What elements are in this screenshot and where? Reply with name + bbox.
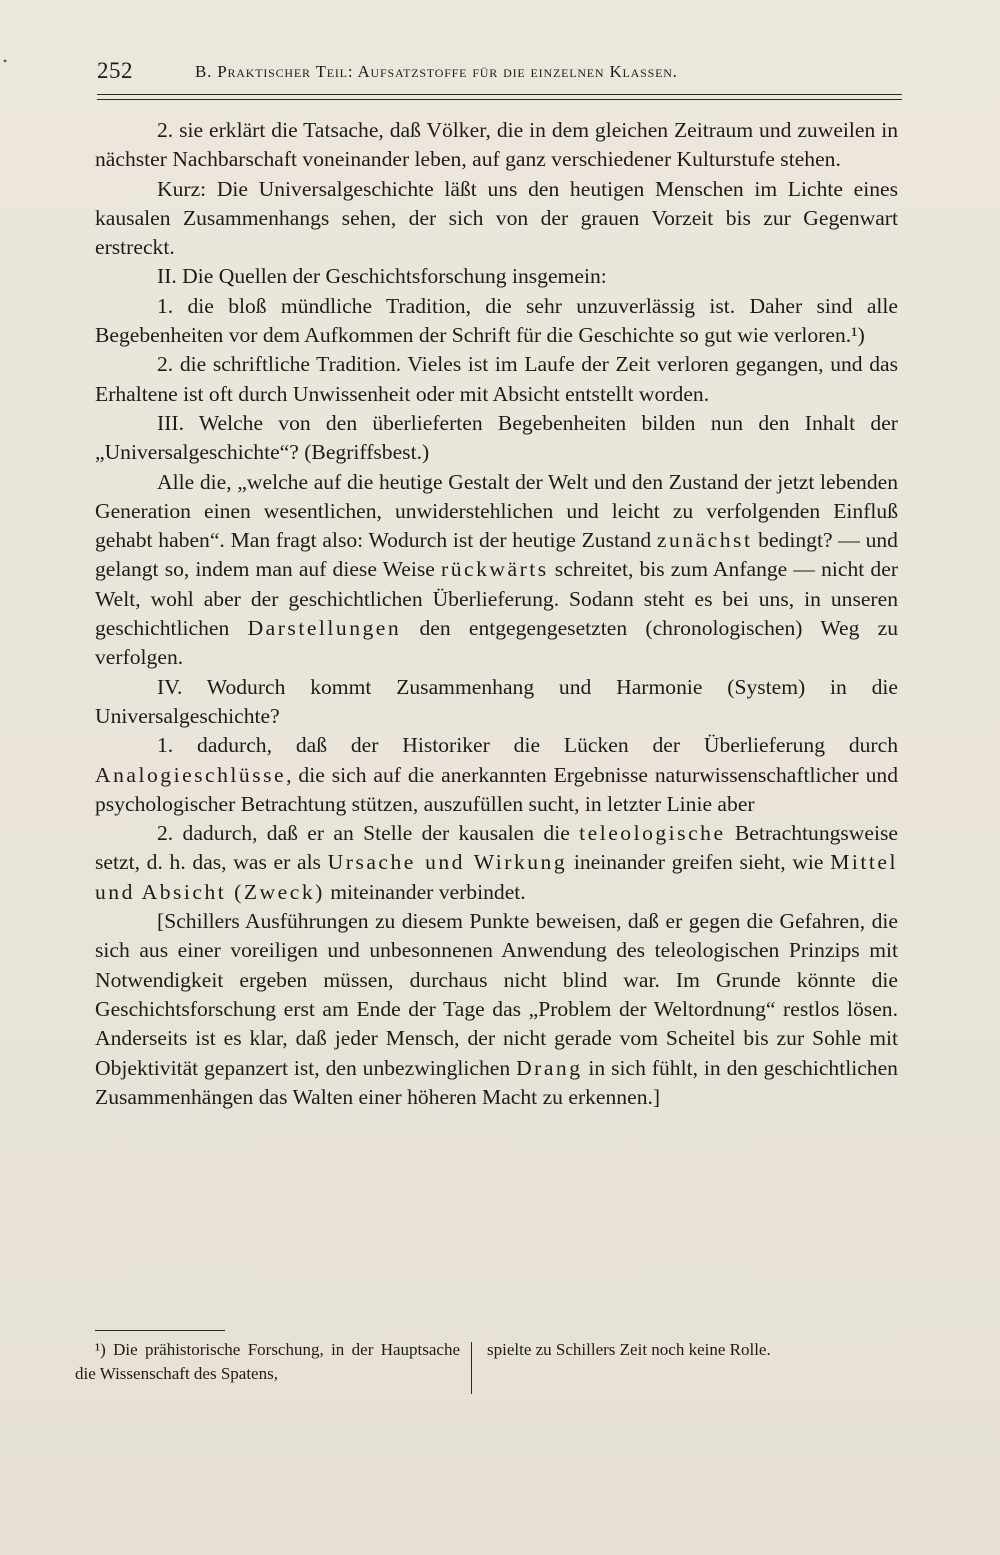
- text-run: 1. dadurch, daß der Historiker die Lücken der Überlieferung durch: [157, 733, 898, 758]
- paragraph: 2. die schriftliche Tradition. Vieles ist im Laufe der Zeit verloren gegangen, und das Erhaltene ist oft durch Unwissenheit oder mit Absicht entstellt worden.: [95, 352, 898, 406]
- margin-mark: •: [3, 54, 8, 68]
- text-run: [Schillers Ausführungen zu diesem Punkte beweisen, daß er gegen die Gefahren, die sich aus einer voreiligen und unbesonnenen Anwendung des teleologischen Prinzips mit Notwendigkeit ergeben müssen, durchaus nicht blind war. Im Grunde könnte die Geschichtsforschung erst am Ende der Tage das „Problem der Weltordnung“ restlos lösen. Anderseits ist es klar, daß jeder Mensch, der nicht gerade vom Scheitel bis zur Sohle mit Objektivität gepanzert ist, den unbezwinglichen: [95, 909, 898, 1080]
- spaced-emphasis: rückwärts: [441, 557, 549, 582]
- text-run: ineinander greifen sieht, wie: [567, 850, 831, 875]
- header-rule: [97, 94, 902, 100]
- footnote-right-column: spielte zu Schillers Zeit noch keine Rolle.: [487, 1340, 771, 1359]
- spaced-emphasis: Mittel und Absicht (Zweck): [95, 850, 898, 904]
- text-run: schreitet, bis zum Anfange — nicht der Welt, wohl aber der geschichtlichen Überlieferung. Sodann steht es bei uns, in unseren geschichtlichen: [95, 557, 899, 641]
- paragraph: [95, 468, 898, 673]
- spaced-emphasis: Analogieschlüsse: [95, 762, 287, 787]
- paragraph: IV. Wodurch kommt Zusammenhang und Harmonie (System) in die Universalgeschichte?: [95, 674, 898, 728]
- page-number: 252: [97, 58, 133, 83]
- running-head: [97, 58, 902, 90]
- paragraph: [95, 819, 898, 907]
- paragraph: [95, 731, 898, 819]
- text-run: Alle die, „welche auf die heutige Gestalt der Welt und den Zustand der jetzt lebenden Generation einen wesentlichen, unwiderstehlichen und leicht zu verfolgenden Einfluß gehabt haben“. Man fragt also: Wodurch ist der heutige Zustand: [95, 469, 898, 553]
- text-run: 2. dadurch, daß er an Stelle der kausalen die: [157, 821, 580, 846]
- text-run: Betrachtungsweise setzt, d. h. das, was er als: [95, 821, 898, 875]
- footnote-left-column: [75, 1338, 460, 1386]
- footnote-text: ¹) Die prähistorische Forschung, in der Hauptsache die Wissenschaft des Spatens,: [75, 1340, 460, 1383]
- paragraph: Kurz: Die Universalgeschichte läßt uns den heutigen Menschen im Lichte eines kausalen Zusammenhangs sehen, der sich von der grauen Vorzeit bis zur Gegenwart erstreckt.: [95, 176, 898, 260]
- paragraph: 1. die bloß mündliche Tradition, die sehr unzuverlässig ist. Daher sind alle Begebenheiten vor dem Aufkommen der Schrift für die Geschichte so gut wie verloren.¹): [95, 293, 898, 348]
- text-run: , die sich auf die anerkannten Ergebnisse naturwissenschaftlicher und psychologischer Betrachtung stützen, auszufüllen sucht, in letzter Linie aber: [95, 762, 898, 816]
- paragraph: 2. sie erklärt die Tatsache, daß Völker, die in dem gleichen Zeitraum und zuweilen in nächster Nachbarschaft voneinander leben, auf ganz verschiedener Kulturstufe stehen.: [95, 118, 898, 172]
- paragraph: III. Welche von den überlieferten Begebenheiten bilden nun den Inhalt der „Universalgeschichte“? (Begriffsbest.): [95, 410, 898, 465]
- spaced-emphasis: teleologische: [579, 821, 726, 846]
- footnote-column-divider: [471, 1342, 472, 1394]
- text-run: miteinander verbindet.: [324, 879, 526, 904]
- spaced-emphasis: Ursache und Wirkung: [327, 850, 568, 875]
- running-title: B. Praktischer Teil: Aufsatzstoffe für die einzelnen Klassen.: [195, 62, 678, 81]
- text-run: den entgegengesetzten (chronologischen) Weg zu verfolgen.: [95, 616, 898, 670]
- spaced-emphasis: zunächst: [656, 528, 753, 553]
- spaced-emphasis: Drang: [516, 1055, 583, 1080]
- spaced-emphasis: Darstellungen: [247, 616, 402, 641]
- text-run: in sich fühlt, in den geschichtlichen Zusammenhängen das Walten einer höheren Macht zu erkennen.]: [95, 1055, 898, 1109]
- body-text: [95, 116, 898, 1112]
- paragraph: [95, 907, 898, 1112]
- text-run: bedingt? — und gelangt so, indem man auf diese Weise: [95, 528, 898, 582]
- paragraph: II. Die Quellen der Geschichtsforschung insgemein:: [157, 264, 607, 289]
- footnote-rule: [95, 1330, 225, 1331]
